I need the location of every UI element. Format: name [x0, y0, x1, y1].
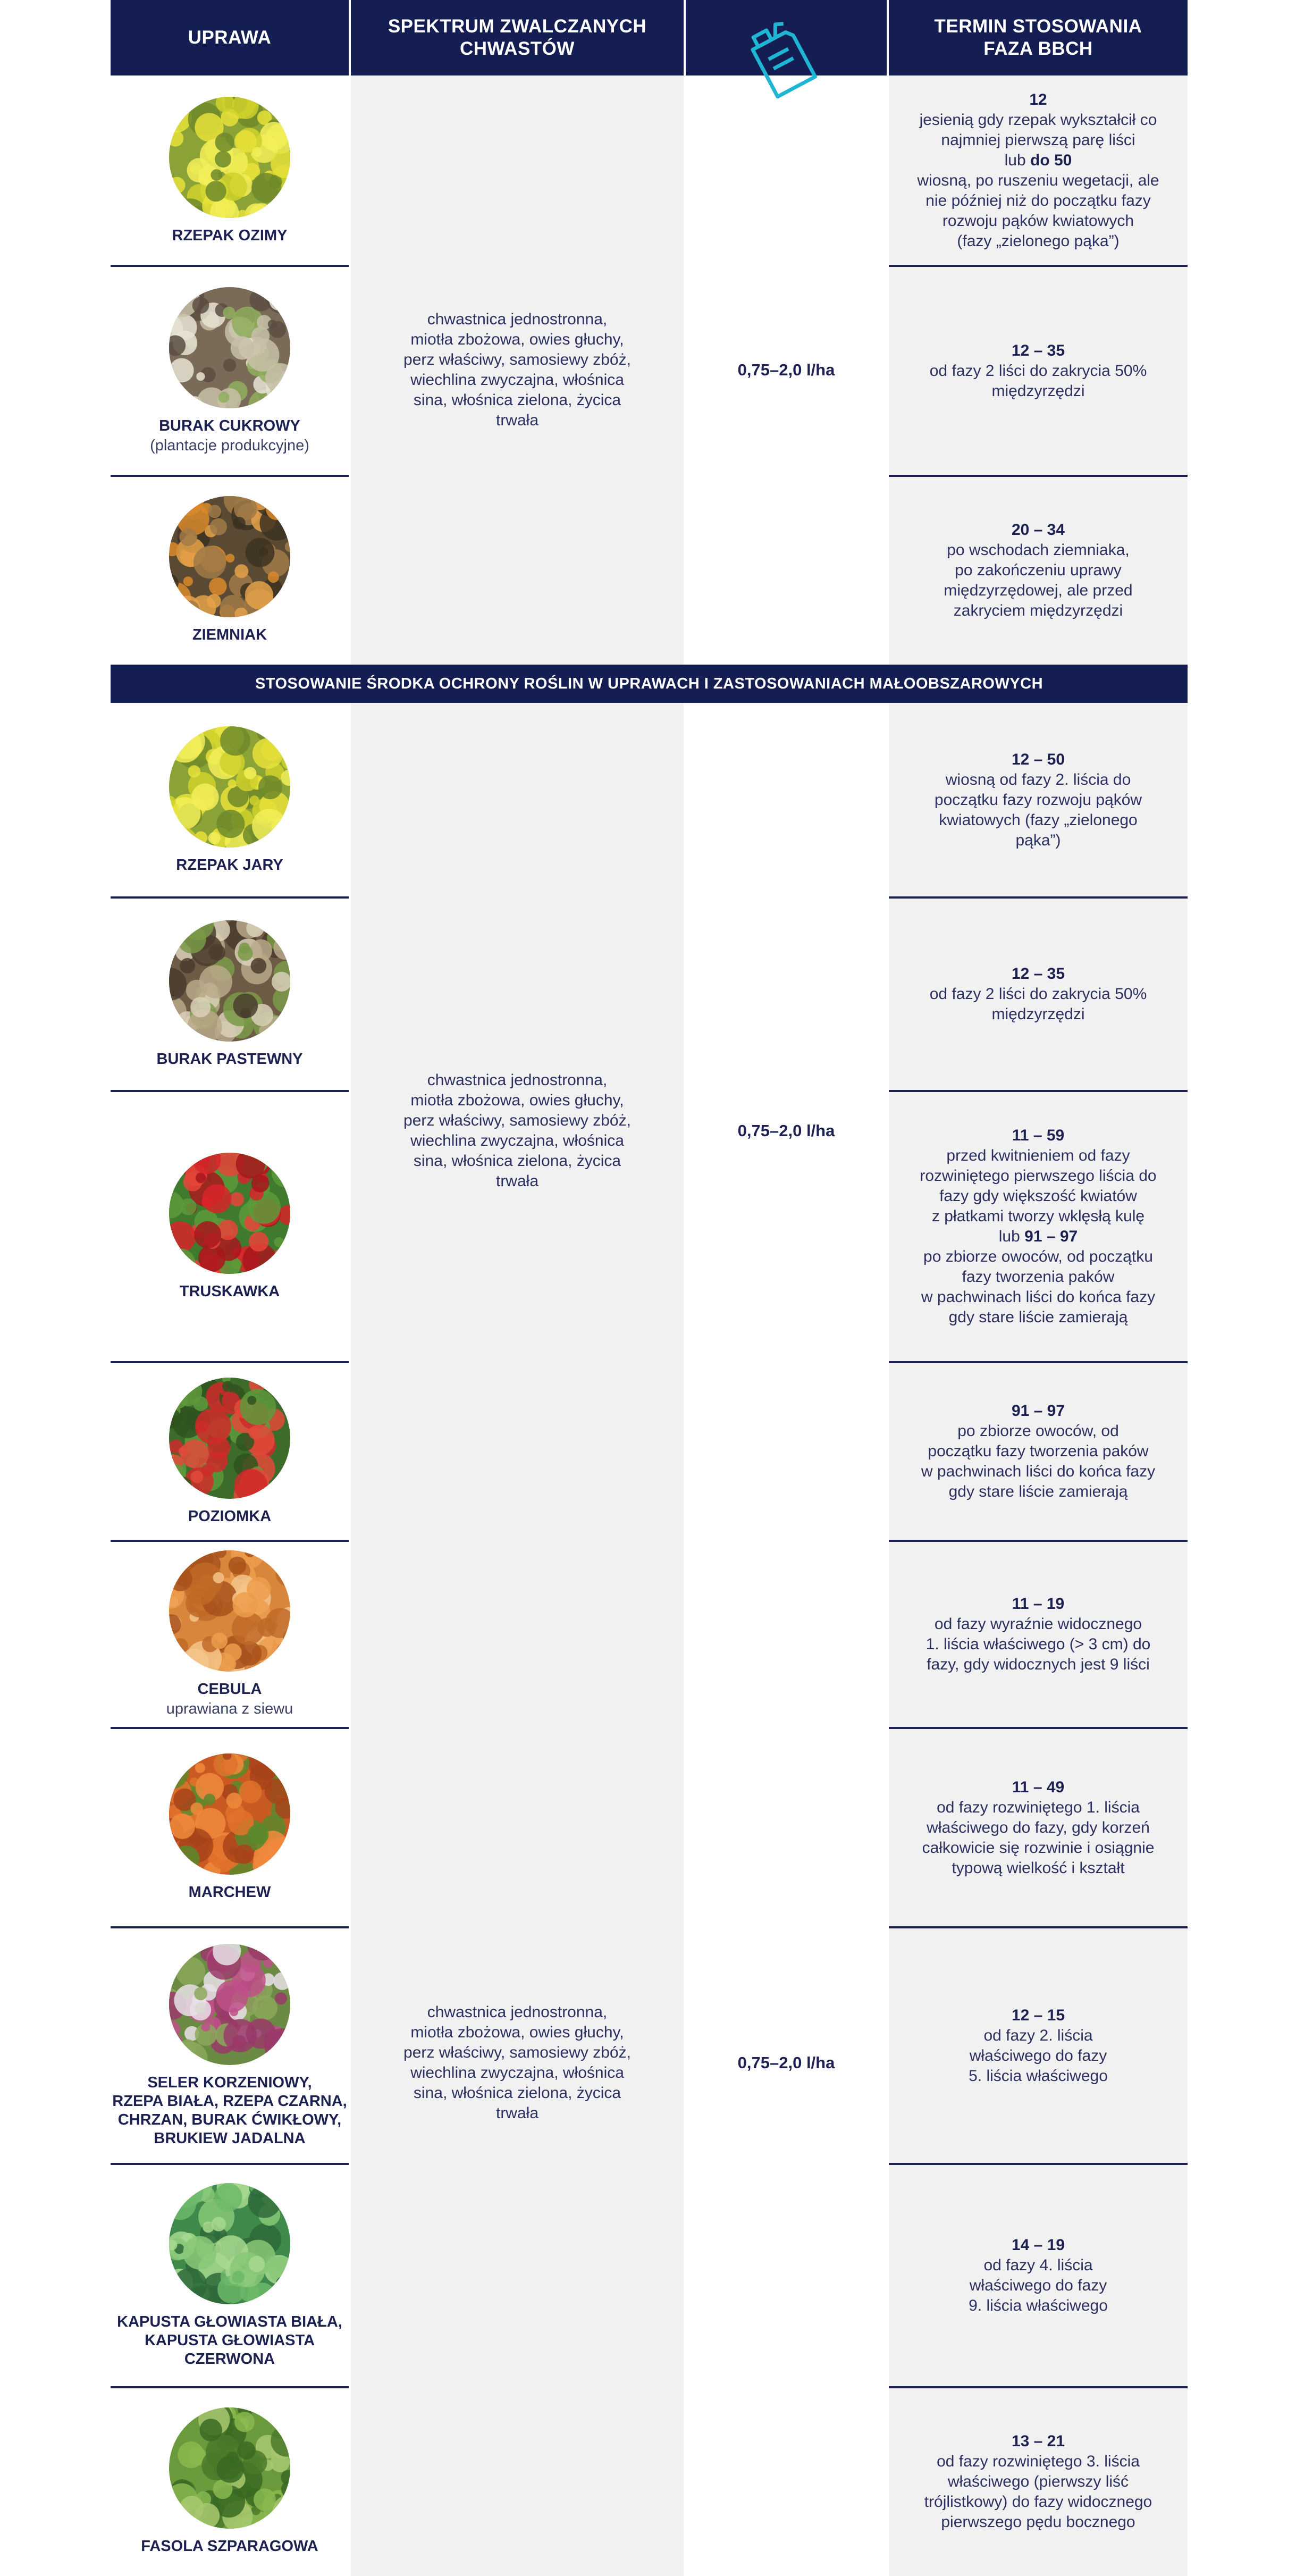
term-line: w pachwinach liści do końca fazy: [921, 1463, 1156, 1480]
term-line: pąka”): [1015, 832, 1061, 849]
crop-name: MARCHEW: [188, 1884, 271, 1901]
term-connector: lub: [998, 1228, 1025, 1245]
onion-photo: [169, 1550, 290, 1672]
term-line: (fazy „zielonego pąka”): [957, 232, 1120, 250]
rapeseed-photo: [169, 726, 290, 848]
bbch-term-cell: [889, 703, 1188, 897]
cabbage-photo: [169, 2183, 290, 2304]
bbch-term-cell: [889, 266, 1188, 476]
term-line: od fazy 2 liści do zakrycia 50%: [929, 985, 1147, 1003]
crop-cell: [111, 266, 349, 476]
term-line: od fazy 4. liścia: [983, 2256, 1093, 2274]
term-line: 1. liścia właściwego (> 3 cm) do: [925, 1635, 1151, 1653]
term-line: [1012, 2235, 1065, 2255]
crop-name: ZIEMNIAK: [192, 626, 267, 643]
sugar-beet-photo: [169, 287, 290, 408]
bbch-code: 91 – 97: [1011, 1402, 1065, 1420]
term-line: jesienią gdy rzepak wykształcił co: [919, 111, 1157, 129]
term-line: najmniej pierwszą parę liści: [941, 131, 1135, 149]
term-line: [1029, 90, 1047, 110]
header-crop: UPRAWA: [111, 0, 349, 75]
term-line: gdy stare liście zamierają: [948, 1308, 1128, 1326]
crop-cell: [111, 1362, 349, 1541]
bbch-code: 14 – 19: [1011, 2236, 1065, 2254]
term-line: kwiatowych (fazy „zielonego: [939, 811, 1138, 829]
crop-subtitle: (plantacje produkcyjne): [150, 437, 309, 454]
term-line: od fazy rozwiniętego 1. liścia: [937, 1798, 1140, 1816]
term-line: typową wielkość i kształt: [952, 1859, 1125, 1877]
bbch-code: 12 – 15: [1011, 2006, 1065, 2024]
green-bean-photo: [169, 2407, 290, 2529]
potato-photo: [169, 496, 290, 617]
term-line: 5. liścia właściwego: [969, 2067, 1108, 2085]
term-line: [1012, 341, 1065, 361]
term-line: przed kwitnieniem od fazy: [946, 1147, 1130, 1164]
term-line: wiosną od fazy 2. liścia do: [945, 771, 1131, 788]
crop-name: KAPUSTA GŁOWIASTA BIAŁA, KAPUSTA GŁOWIASTA CZERWONA: [117, 2313, 342, 2368]
crop-name: RZEPAK OZIMY: [172, 226, 288, 244]
fodder-beet-photo: [169, 920, 290, 1042]
bbch-code: 12 – 35: [1011, 965, 1065, 983]
crop-cell: [111, 1541, 349, 1728]
weed-spectrum-text: chwastnica jednostronna, miotła zbożowa, owies głuchy, perz właściwy, samosiewy zbóż, wiechlina zwyczajna, włośnica sina, włośnica zielona, życica trwała: [403, 1071, 631, 1190]
wild-strawberry-photo: [169, 1378, 290, 1499]
term-line: po zakończeniu uprawy: [955, 561, 1122, 579]
bbch-term-cell: [889, 1541, 1188, 1728]
term-line: fazy, gdy widocznych jest 9 liści: [927, 1656, 1150, 1673]
term-line: właściwego do fazy: [969, 2046, 1107, 2065]
term-line: w pachwinach liści do końca fazy: [921, 1288, 1156, 1306]
term-line: międzyrzędzi: [991, 382, 1085, 400]
rapeseed-photo: [169, 97, 290, 218]
term-line: [999, 1227, 1078, 1247]
crop-subtitle: uprawiana z siewu: [166, 1700, 293, 1717]
bbch-code: 11 – 49: [1012, 1778, 1065, 1796]
bbch-code: 12: [1029, 91, 1047, 108]
crop-name: FASOLA SZPARAGOWA: [141, 2538, 318, 2555]
term-line: zakryciem międzyrzędzi: [953, 601, 1123, 619]
term-line: od fazy rozwiniętego 3. liścia: [937, 2452, 1140, 2470]
term-line: [1012, 520, 1065, 540]
term-line: właściwego do fazy: [969, 2277, 1107, 2294]
term-line: trójlistkowy) do fazy widocznego: [924, 2493, 1152, 2511]
term-connector: lub: [1004, 152, 1030, 169]
term-line: [1012, 964, 1065, 984]
term-line: [1012, 2431, 1065, 2452]
header-dose-icon-cell: [686, 0, 887, 75]
bbch-code: do 50: [1030, 152, 1072, 169]
term-line: właściwego do fazy, gdy korzeń: [927, 1818, 1150, 1836]
term-line: początku fazy tworzenia paków: [928, 1442, 1149, 1460]
term-line: rozwiniętego pierwszego liścia do: [920, 1167, 1157, 1185]
bbch-term-cell: [889, 1927, 1188, 2164]
term-line: początku fazy rozwoju pąków: [934, 791, 1142, 809]
crop-cell: [111, 2387, 349, 2576]
term-line: [1012, 1401, 1065, 1421]
turnip-photo: [169, 1944, 290, 2065]
bbch-term-cell: [889, 476, 1188, 665]
term-line: od fazy wyraźnie widocznego: [934, 1615, 1142, 1633]
term-line: rozwoju pąków kwiatowych: [942, 212, 1134, 230]
term-line: nie później niż do początku fazy: [925, 192, 1151, 209]
term-line: z płatkami tworzy wklęsłą kulę: [931, 1207, 1145, 1225]
term-line: właściwego (pierwszy liść: [947, 2472, 1129, 2490]
crop-cell: [111, 897, 349, 1091]
term-line: całkowicie się rozwinie i osiągnie: [922, 1839, 1155, 1857]
term-line: pierwszego pędu bocznego: [941, 2513, 1135, 2531]
bbch-code: 91 – 97: [1024, 1228, 1078, 1245]
bbch-term-cell: [889, 897, 1188, 1091]
bbch-term-cell: [889, 2164, 1188, 2387]
small-area-uses-banner: STOSOWANIE ŚRODKA OCHRONY ROŚLIN W UPRAWACH I ZASTOSOWANIACH MAŁOOBSZAROWYCH: [111, 665, 1188, 703]
bbch-code: 12 – 50: [1011, 751, 1065, 768]
term-line: [1012, 1777, 1064, 1798]
term-line: [1012, 2006, 1065, 2026]
header-spectrum: SPEKTRUM ZWALCZANYCH CHWASTÓW: [351, 0, 684, 75]
bbch-code: 20 – 34: [1011, 521, 1065, 539]
bbch-term-cell: [889, 1091, 1188, 1362]
strawberry-photo: [169, 1153, 290, 1274]
term-line: po wschodach ziemniaka,: [947, 541, 1130, 559]
term-line: po zbiorze owoców, od początku: [923, 1248, 1153, 1265]
bbch-code: 11 – 19: [1012, 1595, 1065, 1613]
term-line: po zbiorze owoców, od: [957, 1422, 1119, 1440]
header-term: TERMIN STOSOWANIA FAZA BBCH: [889, 0, 1188, 75]
term-line: [1005, 150, 1072, 171]
weed-spectrum-text: chwastnica jednostronna, miotła zbożowa, owies głuchy, perz właściwy, samosiewy zbóż, wiechlina zwyczajna, włośnica sina, włośnica zielona, życica trwała: [403, 2003, 631, 2122]
crop-name: SELER KORZENIOWY, RZEPA BIAŁA, RZEPA CZARNA, CHRZAN, BURAK ĆWIKŁOWY, BRUKIEW JADALNA: [112, 2074, 347, 2147]
bbch-code: 12 – 35: [1011, 341, 1065, 359]
crop-cell: [111, 476, 349, 665]
bbch-term-cell: [889, 1362, 1188, 1541]
crop-name: BURAK CUKROWY: [159, 417, 300, 434]
term-line: gdy stare liście zamierają: [948, 1483, 1128, 1500]
dose-text: 0,75–2,0 l/ha: [737, 360, 835, 379]
term-line: [1012, 1594, 1064, 1614]
carrot-photo: [169, 1753, 290, 1875]
term-line: międzyrzędowej, ale przed: [944, 581, 1133, 599]
crop-cell: [111, 1728, 349, 1927]
bbch-code: 13 – 21: [1011, 2432, 1065, 2450]
crop-name: CEBULA: [197, 1681, 262, 1698]
crop-cell: [111, 75, 349, 266]
crop-cell: [111, 2164, 349, 2387]
term-line: fazy gdy większość kwiatów: [939, 1187, 1137, 1205]
term-line: wiosną, po ruszeniu wegetacji, ale: [917, 172, 1159, 189]
bbch-code: 11 – 59: [1012, 1127, 1065, 1144]
dose-text: 0,75–2,0 l/ha: [737, 2053, 835, 2072]
term-line: międzyrzędzi: [991, 1005, 1085, 1023]
term-line: od fazy 2. liścia: [983, 2026, 1093, 2044]
bbch-term-cell: [889, 2387, 1188, 2576]
herbicide-table: [111, 0, 1188, 2576]
crop-name: RZEPAK JARY: [176, 856, 283, 874]
term-line: od fazy 2 liści do zakrycia 50%: [929, 362, 1147, 380]
crop-name: TRUSKAWKA: [179, 1282, 280, 1300]
crop-cell: [111, 1091, 349, 1362]
bbch-term-cell: [889, 75, 1188, 266]
crop-name: POZIOMKA: [188, 1507, 272, 1525]
term-line: [1012, 750, 1065, 770]
bbch-term-cell: [889, 1728, 1188, 1927]
crop-cell: [111, 1927, 349, 2164]
weed-spectrum-text: chwastnica jednostronna, miotła zbożowa, owies głuchy, perz właściwy, samosiewy zbóż, wiechlina zwyczajna, włośnica sina, włośnica zielona, życica trwała: [403, 311, 631, 429]
crop-name: BURAK PASTEWNY: [156, 1050, 303, 1068]
term-line: fazy tworzenia paków: [962, 1268, 1115, 1286]
dose-text: 0,75–2,0 l/ha: [737, 1121, 835, 1140]
crop-cell: [111, 703, 349, 897]
term-line: [1012, 1126, 1064, 1146]
term-line: 9. liścia właściwego: [969, 2297, 1108, 2314]
